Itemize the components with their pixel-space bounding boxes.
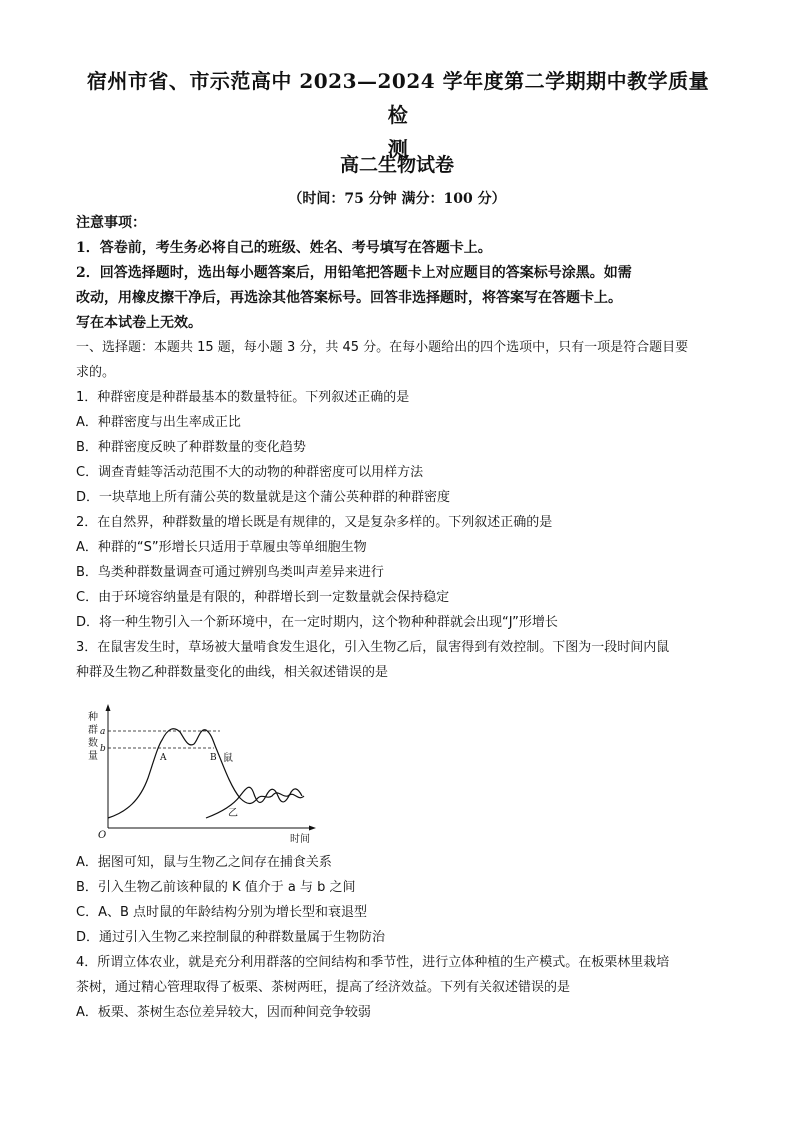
level-b-label: b — [100, 744, 106, 754]
q3-stem-line2: 种群及生物乙种群数量变化的曲线，相关叙述错误的是 — [76, 665, 389, 680]
section-instruction-line1: 一、选择题：本题共 15 题，每小题 3 分，共 45 分。在每小题给出的四个选项中，只有一项是符合题目要 — [76, 340, 689, 355]
origin-label: O — [98, 830, 107, 841]
q4-stem-line1: 4．所谓立体农业，就是充分利用群落的空间结构和季节性，进行立体种植的生产模式。在板栗林里栽培 — [76, 955, 670, 970]
exam-subtitle: 高二生物试卷 — [339, 154, 454, 176]
q3-option-d: D．通过引入生物乙来控制鼠的种群数量属于生物防治 — [76, 930, 386, 945]
x-axis-arrow — [309, 826, 316, 831]
q3-option-b: B．引入生物乙前该种鼠的 K 值介于 a 与 b 之间 — [76, 880, 356, 895]
q4-stem-line2: 茶树，通过精心管理取得了板栗、茶树两旺，提高了经济效益。下列有关叙述错误的是 — [76, 980, 571, 995]
q2-option-b: B．鸟类种群数量调查可通过辨别鸟类叫声差异来进行 — [76, 565, 384, 580]
q1-stem: 1．种群密度是种群最基本的数量特征。下列叙述正确的是 — [76, 390, 410, 405]
notice-item-2-line3: 写在本试卷上无效。 — [76, 315, 202, 331]
q1-option-a: A．种群密度与出生率成正比 — [76, 415, 241, 430]
q4-option-a: A．板栗、茶树生态位差异较大，因而种间竞争较弱 — [76, 1005, 371, 1020]
exam-title-line1: 宿州市省、市示范高中 2023—2024 学年度第二学期期中教学质量检 — [86, 69, 710, 127]
notice-heading: 注意事项： — [76, 215, 146, 231]
notice-item-1: 1．答卷前，考生务必将自己的班级、姓名、考号填写在答题卡上。 — [76, 240, 492, 256]
q3-option-c: C．A、B 点时鼠的年龄结构分别为增长型和衰退型 — [76, 905, 368, 920]
q2-stem: 2．在自然界，种群数量的增长既是有规律的，又是复杂多样的。下列叙述正确的是 — [76, 515, 553, 530]
q2-option-d: D．将一种生物引入一个新环境中，在一定时期内，这个物种种群就会出现“J”形增长 — [76, 615, 558, 630]
y-axis-label-char-4: 量 — [88, 751, 98, 762]
q2-option-a: A．种群的“S”形增长只适用于草履虫等单细胞生物 — [76, 540, 367, 555]
mouse-population-curve — [108, 729, 304, 818]
section-instruction-line2: 求的。 — [76, 365, 116, 380]
x-axis-label: 时间 — [290, 834, 310, 845]
organism-yi-label: 乙 — [228, 808, 238, 819]
y-axis-label-char-2: 群 — [88, 725, 98, 736]
q1-option-d: D．一块草地上所有蒲公英的数量就是这个蒲公英种群的种群密度 — [76, 490, 451, 505]
q3-option-a: A．据图可知，鼠与生物乙之间存在捕食关系 — [76, 855, 332, 870]
notice-item-2-line1: 2．回答选择题时，选出每小题答案后，用铅笔把答题卡上对应题目的答案标号涂黑。如需 — [76, 265, 632, 281]
level-a-label: a — [100, 727, 106, 737]
q1-option-b: B．种群密度反映了种群数量的变化趋势 — [76, 440, 306, 455]
q1-option-c: C．调查青蛙等活动范围不大的动物的种群密度可以用样方法 — [76, 465, 424, 480]
mouse-label: 鼠 — [223, 753, 233, 764]
population-curve-figure — [82, 700, 332, 850]
point-b-label: B — [210, 753, 217, 763]
y-axis-label-char-1: 种 — [88, 712, 98, 723]
exam-title-line2: 测 — [387, 137, 409, 161]
q2-option-c: C．由于环境容纳量是有限的，种群增长到一定数量就会保持稳定 — [76, 590, 450, 605]
exam-time-info: （时间：75 分钟 满分：100 分） — [288, 191, 506, 207]
y-axis-arrow — [106, 704, 111, 711]
q3-stem-line1: 3．在鼠害发生时，草场被大量啃食发生退化，引入生物乙后，鼠害得到有效控制。下图为一段时间内鼠 — [76, 640, 670, 655]
organism-yi-curve — [206, 787, 302, 818]
notice-item-2-line2: 改动，用橡皮擦干净后，再选涂其他答案标号。回答非选择题时，将答案写在答题卡上。 — [76, 290, 622, 306]
point-a-label: A — [160, 753, 167, 763]
y-axis-label-char-3: 数 — [88, 738, 98, 749]
